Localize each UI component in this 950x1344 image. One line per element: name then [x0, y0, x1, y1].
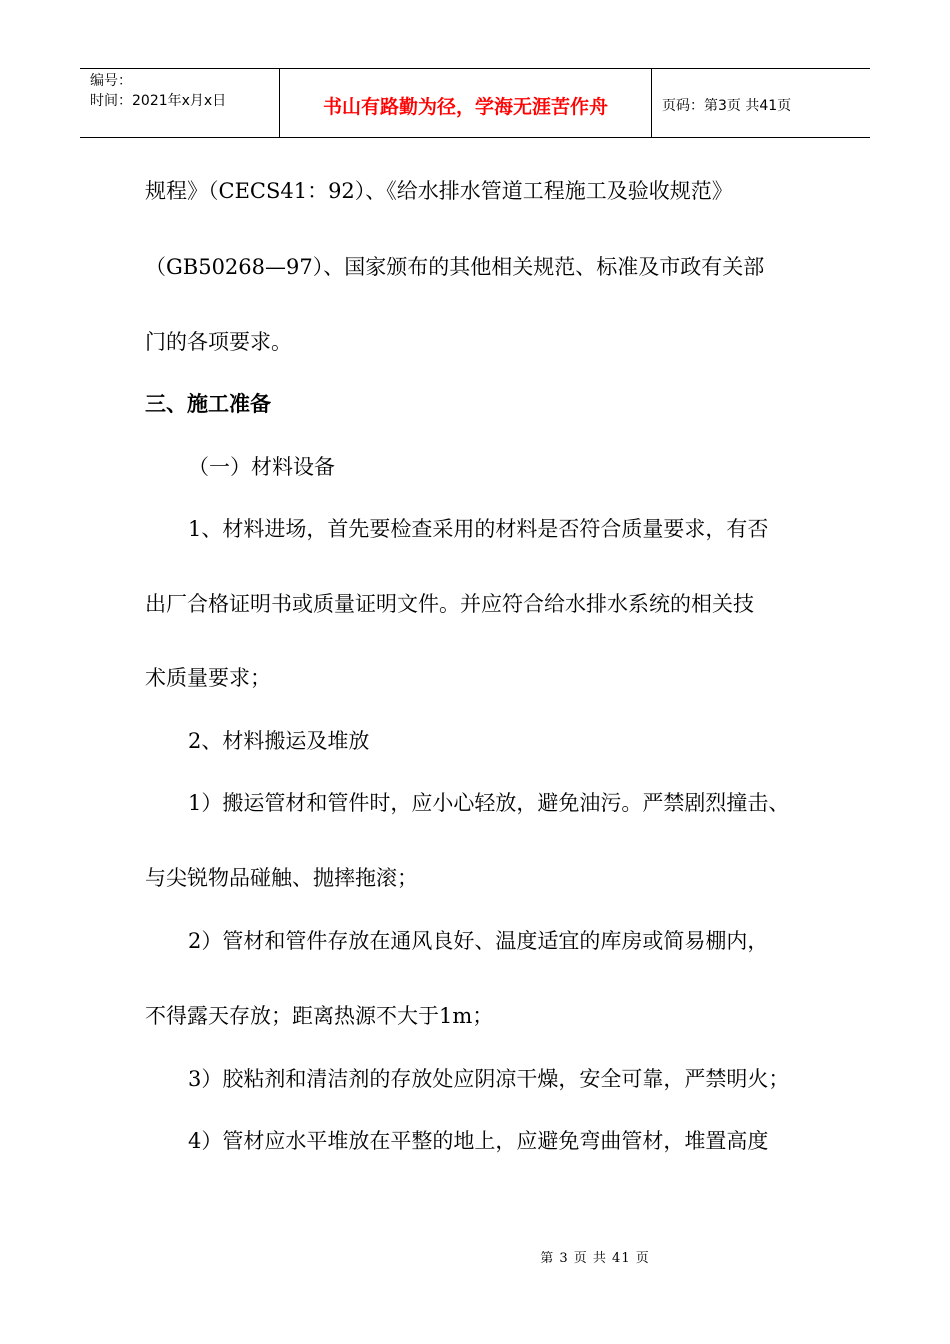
body-line-9: 2、材料搬运及堆放 — [188, 729, 370, 753]
body-line-6: 1、材料进场，首先要检查采用的材料是否符合质量要求，有否 — [188, 517, 769, 541]
header-meta — [80, 69, 280, 137]
page-footer: 第 3 页 共 41 页 — [540, 1251, 650, 1266]
body-line-3: 门的各项要求。 — [145, 330, 292, 354]
subsection-heading: （一）材料设备 — [188, 455, 335, 479]
body-line-1: 规程》（CECS41：92）、《给水排水管道工程施工及验收规范》 — [145, 179, 733, 203]
body-line-14: 3）胶粘剂和清洁剂的存放处应阴凉干燥，安全可靠，严禁明火； — [188, 1067, 790, 1091]
body-line-2: （GB50268—97）、国家颁布的其他相关规范、标准及市政有关部 — [145, 255, 765, 279]
body-line-10: 1）搬运管材和管件时，应小心轻放，避免油污。严禁剧烈撞击、 — [188, 791, 790, 815]
header-motto: 书山有路勤为径，学海无涯苦作舟 — [280, 69, 652, 137]
body-line-11: 与尖锐物品碰触、抛摔拖滚； — [145, 866, 418, 890]
body-line-15: 4）管材应水平堆放在平整的地上，应避免弯曲管材，堆置高度 — [188, 1129, 769, 1153]
page-header — [80, 68, 870, 138]
body-line-13: 不得露天存放；距离热源不大于1m； — [145, 1004, 494, 1028]
body-line-7: 出厂合格证明书或质量证明文件。并应符合给水排水系统的相关技 — [145, 592, 754, 616]
header-page-info: 页码：第3页 共41页 — [662, 98, 792, 114]
body-line-8: 术质量要求； — [145, 666, 271, 690]
document-time-label: 时间：2021年x月x日 — [90, 93, 227, 109]
document-number-label: 编号： — [90, 73, 132, 89]
body-line-12: 2）管材和管件存放在通风良好、温度适宜的库房或简易棚内， — [188, 929, 769, 953]
section-heading: 三、施工准备 — [145, 391, 271, 416]
